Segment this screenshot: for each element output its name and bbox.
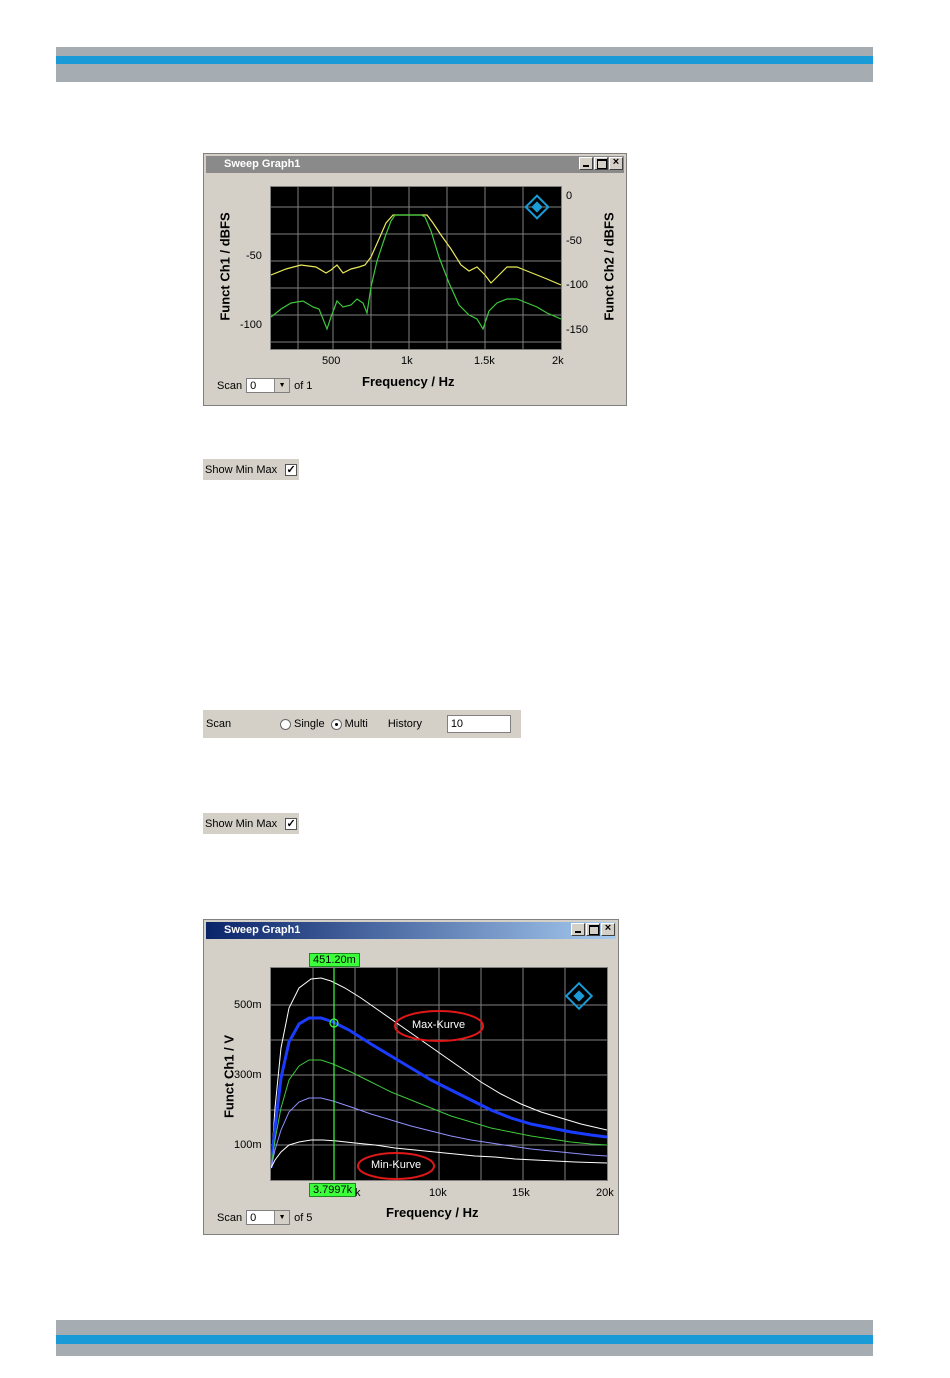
plot-area[interactable] xyxy=(270,186,562,350)
x-axis-title: Frequency / Hz xyxy=(362,374,455,389)
chevron-down-icon[interactable]: ▼ xyxy=(274,379,289,392)
y-right-tick-label: -150 xyxy=(566,324,589,336)
cursor-x-readout: 3.7997k xyxy=(309,1183,356,1197)
show-min-max-checkbox[interactable] xyxy=(285,818,297,830)
chevron-down-icon[interactable]: ▼ xyxy=(274,1211,289,1224)
y-left-axis-title: Funct Ch1 / dBFS xyxy=(217,212,233,321)
min-curve-label: Min-Kurve xyxy=(371,1159,422,1171)
footer-band-gray-top xyxy=(56,1320,873,1335)
show-min-max-label: Show Min Max xyxy=(205,463,278,476)
checkmark-icon: ✓ xyxy=(286,463,296,476)
maximize-icon[interactable] xyxy=(594,157,608,170)
show-min-max-label: Show Min Max xyxy=(205,817,278,830)
window-controls xyxy=(579,157,623,170)
x-tick-label: 1k xyxy=(401,355,413,367)
maximize-icon[interactable] xyxy=(586,923,600,936)
trace-ch1-yellow xyxy=(271,215,561,285)
window-title[interactable]: Sweep Graph1 xyxy=(206,156,624,173)
sweep-graph-window-1 xyxy=(203,153,627,406)
x-axis-title: Frequency / Hz xyxy=(386,1205,479,1220)
history-label: History xyxy=(387,718,423,730)
y-right-tick-label: -50 xyxy=(566,235,582,247)
single-radio[interactable] xyxy=(280,719,291,730)
plot-area[interactable] xyxy=(270,967,608,1181)
trace-ch2-green xyxy=(271,215,561,329)
header-band-blue xyxy=(56,56,873,64)
multi-option[interactable] xyxy=(331,718,368,730)
header-band-gray-top xyxy=(56,47,873,56)
rohde-schwarz-logo-icon xyxy=(563,980,595,1012)
x-tick-label: 1.5k xyxy=(474,355,495,367)
x-tick-label: 20k xyxy=(596,1187,614,1199)
history-input[interactable]: 10 xyxy=(447,715,511,733)
window-title[interactable]: Sweep Graph1 xyxy=(206,922,616,939)
footer-band-gray-bottom xyxy=(56,1344,873,1356)
grid-lines xyxy=(271,968,607,1180)
y-left-tick-label: -50 xyxy=(246,250,262,262)
scan-selector xyxy=(217,378,312,393)
y-tick-label: 300m xyxy=(234,1069,262,1081)
minimize-icon[interactable] xyxy=(571,923,585,936)
x-tick-label: 2k xyxy=(552,355,564,367)
single-option[interactable] xyxy=(280,718,325,730)
header-band-gray-bottom xyxy=(56,64,873,82)
close-icon[interactable]: × xyxy=(609,157,623,170)
rohde-schwarz-logo-icon xyxy=(523,193,551,221)
scan-of-label: of 1 xyxy=(294,379,313,392)
show-min-max-control-2 xyxy=(203,813,299,834)
y-right-axis-title: Funct Ch2 / dBFS xyxy=(601,212,617,321)
x-tick-label: 500 xyxy=(322,355,341,367)
y-tick-label: 100m xyxy=(234,1139,262,1151)
x-tick-label: 10k xyxy=(429,1187,447,1199)
y-right-tick-label: -100 xyxy=(566,279,589,291)
checkmark-icon: ✓ xyxy=(286,817,296,830)
show-min-max-checkbox[interactable] xyxy=(285,464,297,476)
multi-radio[interactable] xyxy=(331,719,342,730)
scan-combo[interactable] xyxy=(246,378,290,393)
x-tick-label: 15k xyxy=(512,1187,530,1199)
y-right-tick-label: 0 xyxy=(566,190,573,202)
sweep-graph-window-2 xyxy=(203,919,619,1235)
scan-value: 0 xyxy=(250,1212,257,1224)
minimize-icon[interactable] xyxy=(579,157,593,170)
single-label: Single xyxy=(294,718,325,730)
window-controls xyxy=(571,923,615,936)
plot-canvas xyxy=(271,968,607,1180)
scan-of-label: of 5 xyxy=(294,1211,313,1224)
cursor-y-readout: 451.20m xyxy=(309,953,360,967)
x-tick-label: k xyxy=(355,1187,361,1199)
show-min-max-control xyxy=(203,459,299,480)
multi-label: Multi xyxy=(344,718,368,730)
scan-value: 0 xyxy=(250,380,257,392)
footer-band-blue xyxy=(56,1335,873,1344)
max-curve-label: Max-Kurve xyxy=(412,1019,466,1031)
scan-panel xyxy=(203,710,521,738)
scan-label: Scan xyxy=(217,379,243,392)
y-left-tick-label: -100 xyxy=(240,319,263,331)
scan-combo[interactable] xyxy=(246,1210,290,1225)
y-axis-title: Funct Ch1 / V xyxy=(221,1034,237,1119)
scan-panel-label: Scan xyxy=(206,718,232,730)
close-icon[interactable]: × xyxy=(601,923,615,936)
plot-canvas xyxy=(271,187,561,349)
grid-lines xyxy=(271,187,561,349)
scan-selector xyxy=(217,1210,312,1225)
scan-label: Scan xyxy=(217,1211,243,1224)
y-tick-label: 500m xyxy=(234,999,262,1011)
